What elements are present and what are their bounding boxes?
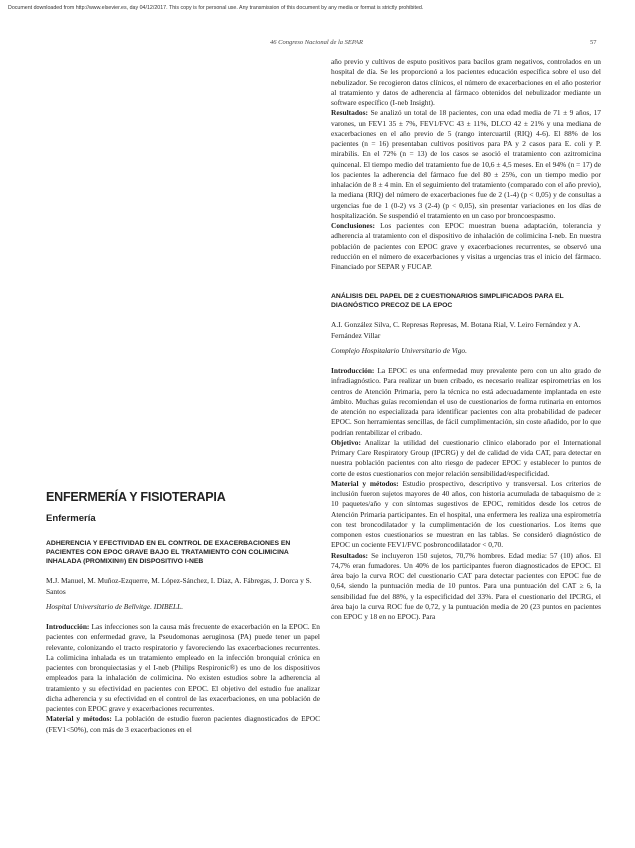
abstract1-introduction [46, 622, 320, 714]
section-title: ENFERMERÍA Y FISIOTERAPIA [46, 490, 226, 504]
running-head: 46 Congreso Nacional de la SEPAR [270, 39, 363, 46]
page-number: 57 [590, 39, 597, 46]
intro1-label: Introducción: [46, 622, 90, 631]
results2-label: Resultados: [331, 550, 368, 560]
abstract1-methods [46, 714, 320, 735]
abstract2-introduction [331, 366, 601, 438]
intro-text: La EPOC es una enfermedad muy prevalente pero con un alto grado de infradiagnóstico. Para realizar un buen cribado, es necesario realizar espirometrías en los centros de Atención Primaria, pero la técnica no está adecuadamente implantada en este ámbito. Muchas guías recomiendan el uso de cuestionarios de forma rutinaria en entornos de atención no especializada para identificar pacientes con alta probabilidad de padecer EPOC. Son herramientas sencillas, de fácil cumplimentación, sin coste añadido, por lo que podrían rentabilizar el cribado. [331, 366, 601, 437]
objective-label: Objetivo: [331, 437, 361, 447]
conclusions-text: Los pacientes con EPOC muestran buena adaptación, tolerancia y adherencia al tratamiento con el dispositivo de inhalación de colimicina I-neb. En nuestra población de pacientes con EPOC grave y exacerbaciones recurrentes, se observó una reducción en el número de exacerbaciones y visitas a urgencias tras el inicio del fármaco. Financiado por SEPAR y FUCAP. [331, 221, 601, 271]
abstract2-objective [331, 438, 601, 479]
abstract2-title: ANÁLISIS DEL PAPEL DE 2 CUESTIONARIOS SIMPLIFICADOS PARA EL DIAGNÓSTICO PRECOZ DE LA EPOC [331, 293, 564, 310]
abstract1-conclusions [331, 221, 601, 272]
objective-text: Analizar la utilidad del cuestionario clínico elaborado por el International Primary Care Respiratory Group (IPCRG) y del de calidad de vida CAT, para detectar en nuestra población pacientes con alto riesgo de padecer EPOC y establecer lo puntos de corte de estos cuestionarios con mejor relación sensibilidad/especificidad. [331, 437, 601, 478]
right-column [331, 57, 601, 622]
abstract1-title: ADHERENCIA Y EFECTIVIDAD EN EL CONTROL DE EXACERBACIONES EN PACIENTES CON EPOC GRAVE BAJO EL TRATAMIENTO CON COLIMICINA INHALADA (PROMIXIN®) EN DISPOSITIVO I-NEB [46, 540, 291, 566]
intro-label: Introducción: [331, 366, 375, 375]
methods1-label: Material y métodos: [46, 714, 112, 724]
subsection-title: Enfermería [46, 513, 96, 524]
left-column [46, 490, 320, 735]
download-notice: Document downloaded from http://www.elsevier.es, day 04/12/2017. This copy is for personal use. Any transmission of this document by any media or format is strictly prohibited. [8, 5, 424, 11]
abstract2-affiliation: Complejo Hospitalario Universitario de Vigo. [331, 345, 467, 355]
intro1-text: Las infecciones son la causa más frecuente de exacerbación en la EPOC. En pacientes con enfermedad grave, la Pseudomonas aeruginosa (PA) puede tener un papel relevante, colonizando el tracto respiratorio y favoreciendo las exacerbaciones recurrentes. La colimicina inhalada es un tratamiento empleado en la infección bronquial crónica en pacientes con bronquiectasias y el I-neb (Philips Respironic®) es uno de los dispositivos empleados para la inhalación de colimicina. No existen estudios sobre la adherencia al tratamiento y su efectividad en pacientes con EPOC. El objetivo del estudio fue analizar dicha adherencia y su efectividad en el control de las exacerbaciones, en una población de pacientes con EPOC grave y exacerbaciones recurrentes. [46, 622, 320, 713]
abstract1-continuation: año previo y cultivos de esputo positivos para bacilos gram negativos, controlados en un hospital de día. Se les proporcionó a los pacientes educación específica sobre el uso del nebulizador. Se recogieron datos clínicos, el número de exacerbaciones en el año posterior al tratamiento y datos de adherencia al fármaco obtenidos del nebulizador mediante un software específico (I-neb Insight). [331, 57, 601, 107]
conclusions-label: Conclusiones: [331, 221, 375, 230]
results2-text: Se incluyeron 150 sujetos, 70,7% hombres. Edad media: 57 (10) años. El 74,7% eran fumadores. Un 40% de los participantes fueron diagnosticados de EPOC. El área bajo la curva ROC del cuestionario CAT para detectar pacientes con EPOC fue de 0,64, siendo la puntuación media de 10 puntos. Para una puntuación del CAT ≥ 6, la sensibilidad fue del 88%, y la especificidad del 33%. Para el cuestionario del IPCRG, el área bajo la curva ROC fue de 0,72, y la puntuación media de 20 (23 puntos en pacientes con EPOC y 18 en no EPOC). Para [331, 550, 601, 621]
abstract1-authors: M.J. Manuel, M. Muñoz-Ezquerre, M. López-Sánchez, I. Díaz, A. Fábregas, J. Dorca y S. Santos [46, 576, 312, 596]
methods-label: Material y métodos: [331, 478, 399, 488]
results-text: Se analizó un total de 18 pacientes, con una edad media de 71 ± 9 años, 17 varones, un FEV1 35 ± 7%, FEV1/FVC 43 ± 11%, DLCO 42 ± 21% y una mediana de exacerbaciones en el año previo de 5 (rango intercuartil (RIQ) 4-6). El 88% de los pacientes (n = 16) presentaban cultivos positivos para PA y 2 casos para E. coli y P. mirabilis. En el 72% (n = 13) de los casos se asoció el tratamiento con azitromicina quincenal. El tiempo medio del tratamiento fue de 10,6 ± 4,5 meses. En el 94% (n = 17) de los pacientes la adherencia del fármaco fue del 80 ± 25%, con un tiempo medio por inhalación de 8 ± 4 min. En el seguimiento del tratamiento (comparado con el año previo), la mediana (RIQ) del número de exacerbaciones fue de 2 (1-4) (p < 0,05) y de consultas a urgencias fue de 1 (0-2) vs 3 (2-4) (p < 0,05), sin presentar variaciones en los días de hospitalización. Se suspendió el tratamiento en un caso por broncoespasmo. [331, 108, 601, 220]
abstract1-results [331, 108, 601, 221]
abstract2-authors: A.I. González Silva, C. Represas Represas, M. Botana Rial, V. Leiro Fernández y A. Fernández Villar [331, 320, 581, 340]
results-label: Resultados: [331, 108, 368, 118]
methods1-text: La población de estudio fueron pacientes diagnosticados de EPOC (FEV1<50%), con más de 3 exacerbaciones en el [46, 714, 321, 734]
methods-text: Estudio prospectivo, descriptivo y transversal. Los criterios de inclusión fueron sujetos mayores de 40 años, con historia acumulada de tabaquismo de ≥ 10 paquetes/año y con síntomas sugestivos de EPOC, remitidos desde los cetros de Atención Primaria participantes. En el hospital, una enfermera les realiza una espirometría con test broncodilatador y la cumplimentación de los cuestionarios. Los ítems que componen estos cuestionarios se muestran en las tablas. Se consideró diagnóstico de EPOC un cociente FEV1/FVC posbroncodilatador < 0,70. [331, 478, 601, 550]
abstract2-methods [331, 479, 601, 551]
abstract2-results [331, 551, 601, 623]
abstract1-affiliation: Hospital Universitario de Bellvitge. IDIBELL. [46, 601, 184, 611]
